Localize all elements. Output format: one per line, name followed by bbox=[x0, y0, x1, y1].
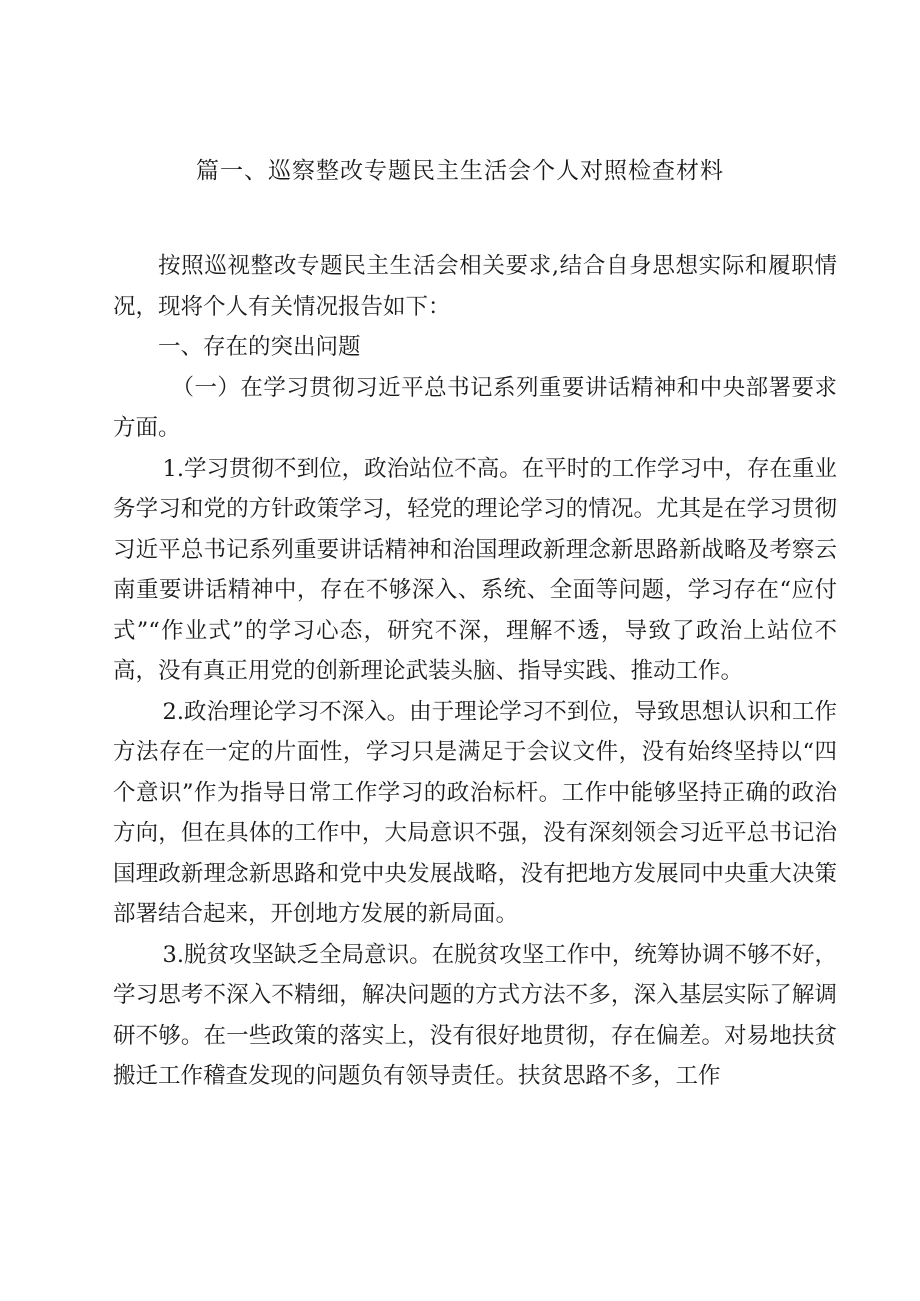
section-heading: 一、存在的突出问题 bbox=[158, 334, 361, 360]
intro-paragraph: 按照巡视整改专题民主生活会相关要求,结合自身思想实际和履职情况，现将个人有关情况报告如下： bbox=[113, 253, 837, 320]
paragraph-item-3: 3.脱贫攻坚缺乏全局意识。在脱贫攻坚工作中，统筹协调不够不好，学习思考不深入不精细，解决问题的方式方法不多，深入基层实际了解调研不够。在一些政策的落实上，没有很好地贯彻，存在偏差。对易地扶贫搬迁工作稽查发现的问题负有领导责任。扶贫思路不多，工作 bbox=[113, 941, 837, 1089]
paragraph-item-1: 1.学习贯彻不到位，政治站位不高。在平时的工作学习中，存在重业务学习和党的方针政策学习，轻党的理论学习的情况。尤其是在学习贯彻习近平总书记系列重要讲话精神和治国理政新理念新思路新战略及考察云南重要讲话精神中，存在不够深入、系统、全面等问题，学习存在“应付式”“作业式”的学习心态，研究不深，理解不透，导致了政治上站位不高，没有真正用党的创新理论武装头脑、指导实践、推动工作。 bbox=[113, 455, 837, 684]
document-body bbox=[113, 246, 837, 1097]
paragraph-item-2: 2.政治理论学习不深入。由于理论学习不到位，导致思想认识和工作方法存在一定的片面性，学习只是满足于会议文件，没有始终坚持以“四个意识”作为指导日常工作学习的政治标杆。工作中能够坚持正确的政治方向，但在具体的工作中，大局意识不强，没有深刻领会习近平总书记治国理政新理念新思路和党中央发展战略，没有把地方发展同中央重大决策部署结合起来，开创地方发展的新局面。 bbox=[113, 698, 837, 927]
subsection-heading: （一）在学习贯彻习近平总书记系列重要讲话精神和中央部署要求方面。 bbox=[113, 374, 837, 441]
document-title: 篇一、巡察整改专题民主生活会个人对照检查材料 bbox=[196, 158, 724, 184]
